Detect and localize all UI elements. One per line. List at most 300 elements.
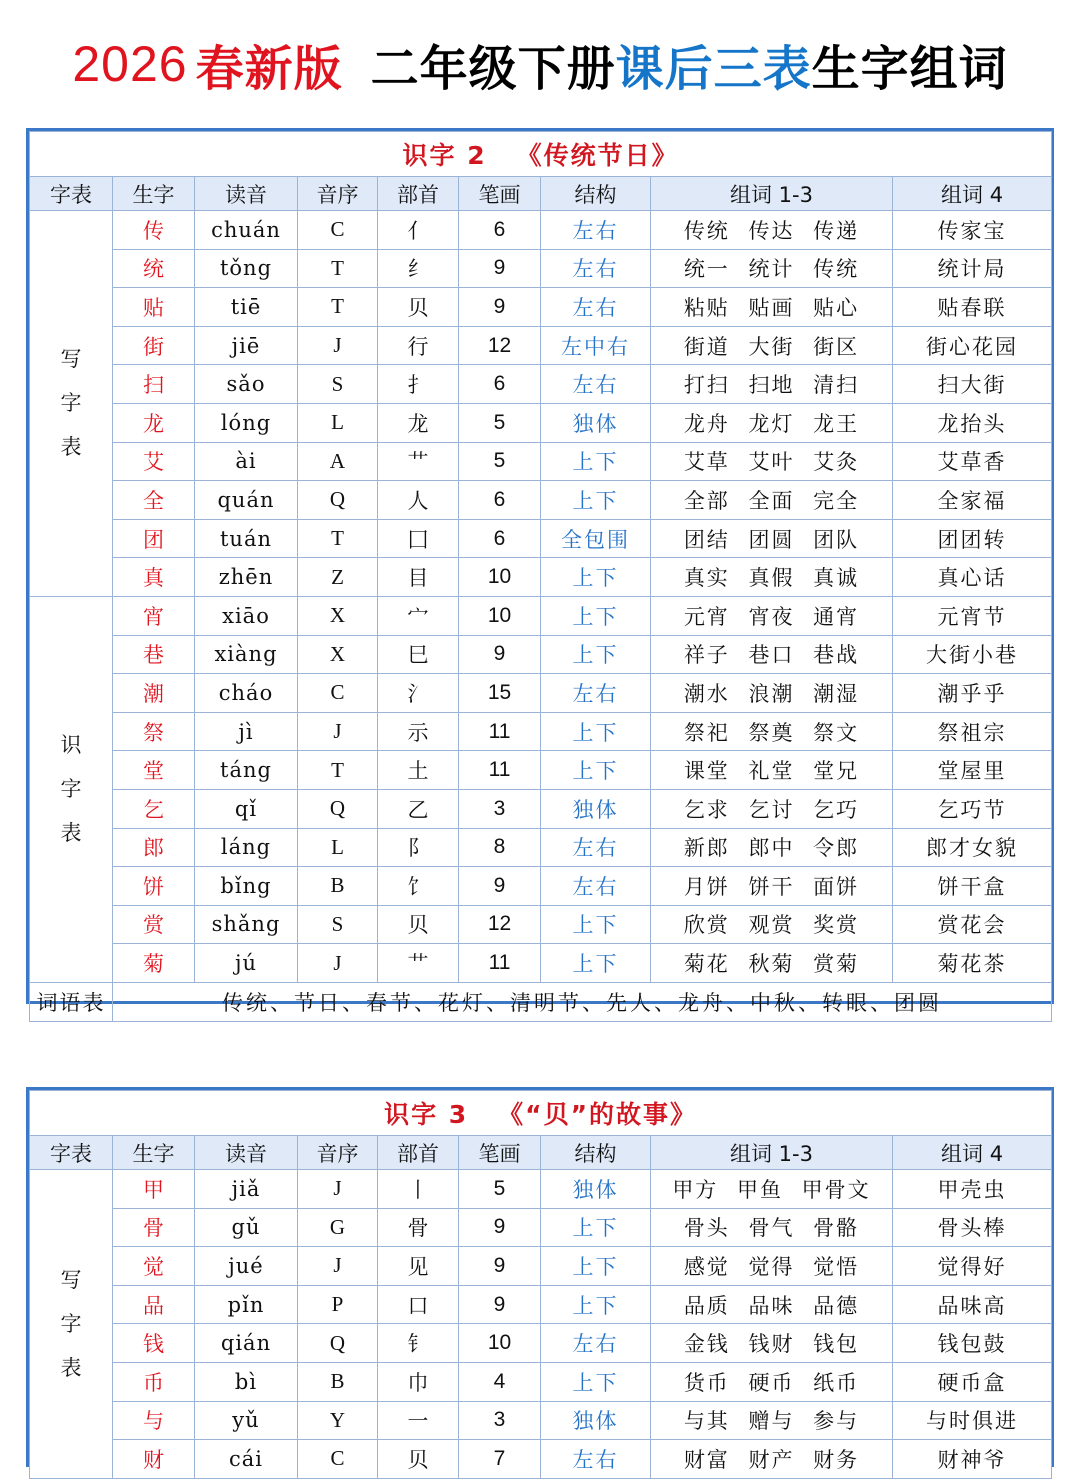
pinyin-cell: qǐ	[195, 789, 298, 828]
header-pinyin: 读音	[195, 1136, 298, 1170]
radical-cell: 丨	[378, 1170, 459, 1209]
header-word4: 组词 4	[893, 177, 1052, 211]
pinyin-cell: xiāo	[195, 596, 298, 635]
char-cell: 乞	[113, 789, 195, 828]
char-cell: 菊	[113, 944, 195, 983]
header-words13: 组词 1-3	[651, 1136, 893, 1170]
header-char: 生字	[113, 177, 195, 211]
order-cell: T	[298, 249, 378, 288]
char-cell: 骨	[113, 1208, 195, 1247]
strokes-cell: 10	[459, 558, 541, 597]
table-row	[30, 751, 1052, 790]
radical-cell: 巾	[378, 1362, 459, 1401]
char-cell: 真	[113, 558, 195, 597]
structure-cell: 左右	[541, 1324, 651, 1363]
radical-cell: 行	[378, 326, 459, 365]
word4-cell: 郎才女貌	[893, 828, 1052, 867]
words-cell: 品质 品味 品德	[651, 1285, 893, 1324]
words-cell: 与其 赠与 参与	[651, 1401, 893, 1440]
strokes-cell: 5	[459, 403, 541, 442]
word4-cell: 与时俱进	[893, 1401, 1052, 1440]
word4-cell: 全家福	[893, 481, 1052, 520]
header-char: 生字	[113, 1136, 195, 1170]
table-row	[30, 905, 1052, 944]
structure-cell: 左右	[541, 288, 651, 327]
pinyin-cell: tuán	[195, 519, 298, 558]
header-structure: 结构	[541, 1136, 651, 1170]
strokes-cell: 11	[459, 944, 541, 983]
structure-cell: 上下	[541, 1247, 651, 1286]
group-label-char: 字	[60, 1311, 82, 1336]
words-cell: 月饼 饼干 面饼	[651, 867, 893, 906]
pinyin-cell: lóng	[195, 403, 298, 442]
structure-cell: 上下	[541, 712, 651, 751]
structure-cell: 上下	[541, 558, 651, 597]
strokes-cell: 9	[459, 1208, 541, 1247]
header-order: 音序	[298, 1136, 378, 1170]
pinyin-cell: tǒng	[195, 249, 298, 288]
structure-cell: 左右	[541, 249, 651, 288]
char-cell: 祭	[113, 712, 195, 751]
strokes-cell: 11	[459, 751, 541, 790]
table-row	[30, 1247, 1052, 1286]
strokes-cell: 5	[459, 1170, 541, 1209]
words-cell: 感觉 觉得 觉悟	[651, 1247, 893, 1286]
header-radical: 部首	[378, 1136, 459, 1170]
strokes-cell: 6	[459, 211, 541, 250]
vocabulary-row	[30, 982, 1052, 1021]
radical-cell: 见	[378, 1247, 459, 1286]
strokes-cell: 3	[459, 1401, 541, 1440]
char-cell: 品	[113, 1285, 195, 1324]
words-cell: 金钱 钱财 钱包	[651, 1324, 893, 1363]
char-cell: 艾	[113, 442, 195, 481]
table-header-row	[30, 1136, 1052, 1170]
order-cell: Q	[298, 789, 378, 828]
group-label-char: 写	[60, 347, 82, 372]
word4-cell: 赏花会	[893, 905, 1052, 944]
order-cell: A	[298, 442, 378, 481]
words-cell: 元宵 宵夜 通宵	[651, 596, 893, 635]
strokes-cell: 9	[459, 1247, 541, 1286]
radical-cell: 贝	[378, 1440, 459, 1479]
pinyin-cell: zhēn	[195, 558, 298, 597]
table-row	[30, 596, 1052, 635]
radical-cell: 亻	[378, 211, 459, 250]
table-row	[30, 1285, 1052, 1324]
char-cell: 与	[113, 1401, 195, 1440]
lesson-label: 识字 2	[402, 141, 487, 170]
lesson-title	[30, 132, 1052, 177]
word4-cell: 堂屋里	[893, 751, 1052, 790]
word4-cell: 甲壳虫	[893, 1170, 1052, 1209]
word4-cell: 统计局	[893, 249, 1052, 288]
pinyin-cell: cháo	[195, 674, 298, 713]
char-cell: 郎	[113, 828, 195, 867]
pinyin-cell: pǐn	[195, 1285, 298, 1324]
lesson-title	[30, 1091, 1052, 1136]
radical-cell: 氵	[378, 674, 459, 713]
strokes-cell: 15	[459, 674, 541, 713]
header-strokes: 笔画	[459, 177, 541, 211]
order-cell: Q	[298, 481, 378, 520]
word4-cell: 财神爷	[893, 1440, 1052, 1479]
radical-cell: 龙	[378, 403, 459, 442]
table-row	[30, 712, 1052, 751]
pinyin-cell: láng	[195, 828, 298, 867]
word4-cell: 骨头棒	[893, 1208, 1052, 1247]
radical-cell: 贝	[378, 905, 459, 944]
structure-cell: 上下	[541, 751, 651, 790]
group-label-char: 表	[60, 435, 82, 460]
structure-cell: 全包围	[541, 519, 651, 558]
radical-cell: 贝	[378, 288, 459, 327]
table-row	[30, 1170, 1052, 1209]
word4-cell: 品味高	[893, 1285, 1052, 1324]
table-row	[30, 442, 1052, 481]
table-row	[30, 211, 1052, 250]
group-label-char: 表	[60, 1355, 82, 1380]
words-cell: 潮水 浪潮 潮湿	[651, 674, 893, 713]
pinyin-cell: jué	[195, 1247, 298, 1286]
pinyin-cell: jú	[195, 944, 298, 983]
structure-cell: 左右	[541, 674, 651, 713]
words-cell: 真实 真假 真诚	[651, 558, 893, 597]
order-cell: P	[298, 1285, 378, 1324]
header-strokes: 笔画	[459, 1136, 541, 1170]
structure-cell: 独体	[541, 403, 651, 442]
words-cell: 粘贴 贴画 贴心	[651, 288, 893, 327]
radical-cell: 阝	[378, 828, 459, 867]
pinyin-cell: shǎng	[195, 905, 298, 944]
pinyin-cell: xiàng	[195, 635, 298, 674]
structure-cell: 独体	[541, 1170, 651, 1209]
strokes-cell: 10	[459, 1324, 541, 1363]
pinyin-cell: chuán	[195, 211, 298, 250]
character-table	[29, 131, 1052, 1022]
table-row	[30, 288, 1052, 327]
structure-cell: 左右	[541, 867, 651, 906]
strokes-cell: 10	[459, 596, 541, 635]
char-cell: 钱	[113, 1324, 195, 1363]
pinyin-cell: jiǎ	[195, 1170, 298, 1209]
lesson-title-row	[30, 132, 1052, 177]
words-cell: 欣赏 观赏 奖赏	[651, 905, 893, 944]
words-cell: 新郎 郎中 令郎	[651, 828, 893, 867]
word4-cell: 元宵节	[893, 596, 1052, 635]
vocabulary-label: 词语表	[30, 982, 113, 1021]
order-cell: C	[298, 211, 378, 250]
character-table	[29, 1090, 1052, 1479]
words-cell: 骨头 骨气 骨骼	[651, 1208, 893, 1247]
words-cell: 祭祀 祭奠 祭文	[651, 712, 893, 751]
table-row	[30, 365, 1052, 404]
radical-cell: 一	[378, 1401, 459, 1440]
words-cell: 团结 团圆 团队	[651, 519, 893, 558]
word4-cell: 真心话	[893, 558, 1052, 597]
strokes-cell: 5	[459, 442, 541, 481]
structure-cell: 上下	[541, 442, 651, 481]
radical-cell: 乙	[378, 789, 459, 828]
table-row	[30, 674, 1052, 713]
strokes-cell: 12	[459, 905, 541, 944]
structure-cell: 上下	[541, 944, 651, 983]
word4-cell: 饼干盒	[893, 867, 1052, 906]
words-cell: 祥子 巷口 巷战	[651, 635, 893, 674]
structure-cell: 独体	[541, 789, 651, 828]
order-cell: C	[298, 1440, 378, 1479]
header-group: 字表	[30, 177, 113, 211]
strokes-cell: 12	[459, 326, 541, 365]
char-cell: 龙	[113, 403, 195, 442]
words-cell: 统一 统计 传统	[651, 249, 893, 288]
order-cell: L	[298, 828, 378, 867]
order-cell: J	[298, 1247, 378, 1286]
structure-cell: 左中右	[541, 326, 651, 365]
words-cell: 街道 大街 街区	[651, 326, 893, 365]
title-subject: 生字组词	[811, 40, 1008, 97]
strokes-cell: 6	[459, 365, 541, 404]
pinyin-cell: tiē	[195, 288, 298, 327]
structure-cell: 上下	[541, 905, 651, 944]
word4-cell: 潮乎乎	[893, 674, 1052, 713]
strokes-cell: 9	[459, 1285, 541, 1324]
strokes-cell: 6	[459, 481, 541, 520]
header-structure: 结构	[541, 177, 651, 211]
order-cell: J	[298, 1170, 378, 1209]
char-cell: 街	[113, 326, 195, 365]
order-cell: T	[298, 288, 378, 327]
structure-cell: 左右	[541, 211, 651, 250]
word4-cell: 龙抬头	[893, 403, 1052, 442]
order-cell: J	[298, 326, 378, 365]
word4-cell: 菊花茶	[893, 944, 1052, 983]
word4-cell: 乞巧节	[893, 789, 1052, 828]
order-cell: T	[298, 751, 378, 790]
word4-cell: 硬币盒	[893, 1362, 1052, 1401]
pinyin-cell: yǔ	[195, 1401, 298, 1440]
char-cell: 团	[113, 519, 195, 558]
word4-cell: 钱包鼓	[893, 1324, 1052, 1363]
word4-cell: 街心花园	[893, 326, 1052, 365]
pinyin-cell: cái	[195, 1440, 298, 1479]
table-row	[30, 867, 1052, 906]
structure-cell: 上下	[541, 635, 651, 674]
pinyin-cell: táng	[195, 751, 298, 790]
group-label	[30, 596, 113, 982]
radical-cell: 目	[378, 558, 459, 597]
strokes-cell: 9	[459, 288, 541, 327]
order-cell: J	[298, 944, 378, 983]
words-cell: 打扫 扫地 清扫	[651, 365, 893, 404]
word4-cell: 扫大街	[893, 365, 1052, 404]
table-row	[30, 519, 1052, 558]
word4-cell: 祭祖宗	[893, 712, 1052, 751]
order-cell: B	[298, 1362, 378, 1401]
order-cell: Z	[298, 558, 378, 597]
strokes-cell: 9	[459, 635, 541, 674]
radical-cell: 钅	[378, 1324, 459, 1363]
header-radical: 部首	[378, 177, 459, 211]
order-cell: J	[298, 712, 378, 751]
table-row	[30, 481, 1052, 520]
strokes-cell: 9	[459, 249, 541, 288]
word4-cell: 大街小巷	[893, 635, 1052, 674]
lesson-sheet-1	[26, 128, 1054, 1015]
table-row	[30, 326, 1052, 365]
radical-cell: 口	[378, 1285, 459, 1324]
title-grade: 二年级下册	[370, 40, 616, 97]
table-row	[30, 403, 1052, 442]
strokes-cell: 7	[459, 1440, 541, 1479]
words-cell: 菊花 秋菊 赏菊	[651, 944, 893, 983]
table-header-row	[30, 177, 1052, 211]
table-row	[30, 558, 1052, 597]
lesson-sheet-2	[26, 1087, 1054, 1472]
radical-cell: 扌	[378, 365, 459, 404]
table-row	[30, 789, 1052, 828]
radical-cell: 纟	[378, 249, 459, 288]
pinyin-cell: qián	[195, 1324, 298, 1363]
table-row	[30, 1362, 1052, 1401]
word4-cell: 觉得好	[893, 1247, 1052, 1286]
order-cell: B	[298, 867, 378, 906]
words-cell: 货币 硬币 纸币	[651, 1362, 893, 1401]
word4-cell: 艾草香	[893, 442, 1052, 481]
radical-cell: 艹	[378, 944, 459, 983]
order-cell: S	[298, 905, 378, 944]
group-label-char: 字	[60, 777, 82, 802]
words-cell: 甲方 甲鱼 甲骨文	[651, 1170, 893, 1209]
pinyin-cell: gǔ	[195, 1208, 298, 1247]
group-label	[30, 1170, 113, 1479]
structure-cell: 上下	[541, 1362, 651, 1401]
structure-cell: 上下	[541, 596, 651, 635]
lesson-label: 识字 3	[384, 1100, 469, 1129]
char-cell: 币	[113, 1362, 195, 1401]
words-cell: 财富 财产 财务	[651, 1440, 893, 1479]
words-cell: 全部 全面 完全	[651, 481, 893, 520]
table-row	[30, 1440, 1052, 1479]
words-cell: 传统 传达 传递	[651, 211, 893, 250]
radical-cell: 宀	[378, 596, 459, 635]
word4-cell: 传家宝	[893, 211, 1052, 250]
pinyin-cell: sǎo	[195, 365, 298, 404]
order-cell: X	[298, 596, 378, 635]
order-cell: X	[298, 635, 378, 674]
structure-cell: 上下	[541, 481, 651, 520]
char-cell: 传	[113, 211, 195, 250]
table-row	[30, 828, 1052, 867]
pinyin-cell: jì	[195, 712, 298, 751]
words-cell: 龙舟 龙灯 龙王	[651, 403, 893, 442]
order-cell: T	[298, 519, 378, 558]
order-cell: Q	[298, 1324, 378, 1363]
words-cell: 乞求 乞讨 乞巧	[651, 789, 893, 828]
strokes-cell: 11	[459, 712, 541, 751]
radical-cell: 示	[378, 712, 459, 751]
char-cell: 饼	[113, 867, 195, 906]
radical-cell: 艹	[378, 442, 459, 481]
group-label	[30, 211, 113, 597]
structure-cell: 上下	[541, 1208, 651, 1247]
char-cell: 巷	[113, 635, 195, 674]
radical-cell: 人	[378, 481, 459, 520]
radical-cell: 饣	[378, 867, 459, 906]
order-cell: L	[298, 403, 378, 442]
char-cell: 全	[113, 481, 195, 520]
words-cell: 艾草 艾叶 艾灸	[651, 442, 893, 481]
group-label-char: 写	[60, 1267, 82, 1292]
structure-cell: 左右	[541, 365, 651, 404]
radical-cell: 骨	[378, 1208, 459, 1247]
lesson-name: 《传统节日》	[516, 141, 679, 170]
pinyin-cell: bǐng	[195, 867, 298, 906]
table-row	[30, 635, 1052, 674]
strokes-cell: 8	[459, 828, 541, 867]
pinyin-cell: bì	[195, 1362, 298, 1401]
char-cell: 贴	[113, 288, 195, 327]
table-row	[30, 1208, 1052, 1247]
strokes-cell: 9	[459, 867, 541, 906]
radical-cell: 土	[378, 751, 459, 790]
strokes-cell: 3	[459, 789, 541, 828]
structure-cell: 左右	[541, 828, 651, 867]
char-cell: 堂	[113, 751, 195, 790]
group-label-char: 识	[60, 733, 82, 758]
order-cell: S	[298, 365, 378, 404]
title-year: 2026	[72, 36, 188, 92]
char-cell: 潮	[113, 674, 195, 713]
char-cell: 赏	[113, 905, 195, 944]
group-label-char: 字	[60, 391, 82, 416]
structure-cell: 独体	[541, 1401, 651, 1440]
table-row	[30, 944, 1052, 983]
strokes-cell: 4	[459, 1362, 541, 1401]
pinyin-cell: quán	[195, 481, 298, 520]
radical-cell: 巳	[378, 635, 459, 674]
title-highlight: 课后三表	[615, 40, 812, 97]
lesson-title-row	[30, 1091, 1052, 1136]
pinyin-cell: ài	[195, 442, 298, 481]
lesson-name: 《“贝”的故事》	[498, 1100, 698, 1129]
order-cell: Y	[298, 1401, 378, 1440]
table-row	[30, 249, 1052, 288]
structure-cell: 上下	[541, 1285, 651, 1324]
header-words13: 组词 1-3	[651, 177, 893, 211]
words-cell: 课堂 礼堂 堂兄	[651, 751, 893, 790]
char-cell: 扫	[113, 365, 195, 404]
page-title	[0, 0, 1080, 128]
char-cell: 统	[113, 249, 195, 288]
word4-cell: 团团转	[893, 519, 1052, 558]
char-cell: 宵	[113, 596, 195, 635]
char-cell: 财	[113, 1440, 195, 1479]
char-cell: 觉	[113, 1247, 195, 1286]
header-word4: 组词 4	[893, 1136, 1052, 1170]
header-order: 音序	[298, 177, 378, 211]
order-cell: G	[298, 1208, 378, 1247]
title-edition: 春新版	[195, 40, 343, 97]
radical-cell: 囗	[378, 519, 459, 558]
header-group: 字表	[30, 1136, 113, 1170]
order-cell: C	[298, 674, 378, 713]
strokes-cell: 6	[459, 519, 541, 558]
group-label-char: 表	[60, 821, 82, 846]
word4-cell: 贴春联	[893, 288, 1052, 327]
table-row	[30, 1401, 1052, 1440]
char-cell: 甲	[113, 1170, 195, 1209]
